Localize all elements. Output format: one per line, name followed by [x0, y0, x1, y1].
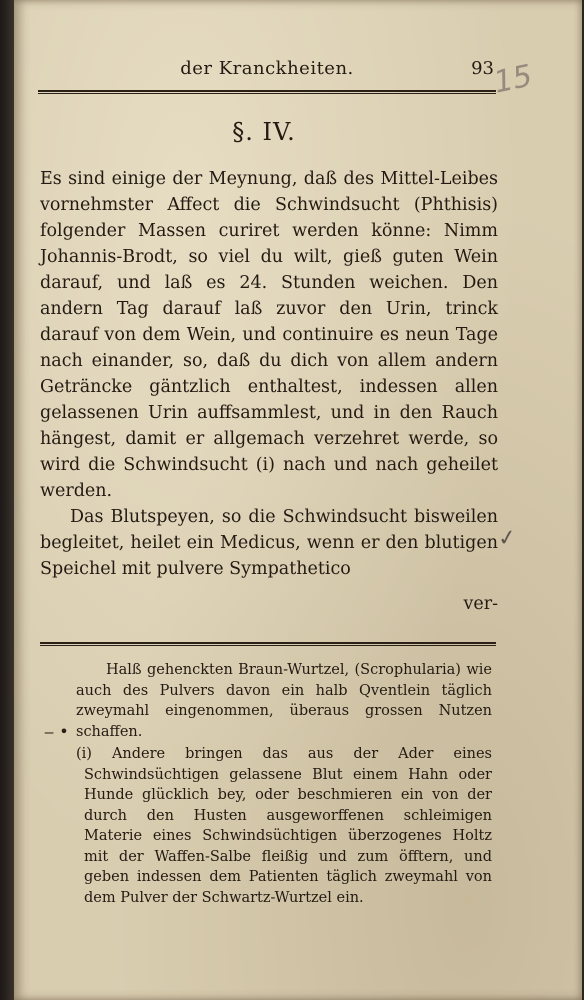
footnote-i: (i) Andere bringen das aus der Ader eines Schwindsüchtigen gelassene Blut einem Hahn oder Hunde glücklich bey, oder beschmieren ein von der durch den Husten ausgeworffenen schleimigen Materie eines Schwindsüchtigen überzogenes Holtz mit der Waffen-Salbe fleißig und zum öfftern, und geben indessen dem Patienten täglich zweymahl von dem Pulver der Schwartz-Wurtzel ein.	[76, 746, 492, 906]
header-rule	[38, 90, 496, 94]
book-page	[14, 0, 582, 1000]
catchword: ver-	[463, 594, 498, 614]
section-heading: §. IV.	[232, 118, 296, 146]
pencil-annotation: 15	[490, 58, 536, 101]
running-head	[38, 52, 496, 92]
book-spine-shadow	[0, 0, 14, 1000]
footnote-continuation: Halß gehenckten Braun-Wurtzel, (Scrophularia) wie auch des Pulvers davon ein halb Qventlein täglich zweymahl eingenommen, überaus grossen Nutzen schaffen.	[76, 662, 492, 740]
running-title: der Kranckheiten.	[180, 58, 354, 79]
margin-check-mark: ✓	[496, 524, 519, 553]
footnotes	[76, 660, 492, 908]
margin-dash-mark: ‒ •	[44, 722, 69, 741]
paragraph-1: Es sind einige der Meynung, daß des Mittel-Leibes vornehmster Affect die Schwindsucht (Phthisis) folgender Massen curiret werden könne: Nimm Johannis-Brodt, so viel du wilt, gieß guten Wein darauf, und laß es 24. Stunden weichen. Den andern Tag darauf laß zuvor den Urin, trinck darauf von dem Wein, und continuire es neun Tage nach einander, so, daß du dich von allem andern Geträncke gäntzlich enthaltest, indessen allen gelassenen Urin auffsammlest, und in den Rauch hängest, damit er allgemach verzehret werde, so wird die Schwindsucht (i) nach und nach geheilet werden.	[40, 169, 498, 501]
main-text	[40, 166, 498, 582]
footnote-rule	[40, 642, 496, 646]
paragraph-2: Das Blutspeyen, so die Schwindsucht bisweilen begleitet, heilet ein Medicus, wenn er den blutigen Speichel mit pulvere Sympathetico	[40, 507, 498, 579]
page-number: 93	[471, 58, 494, 79]
